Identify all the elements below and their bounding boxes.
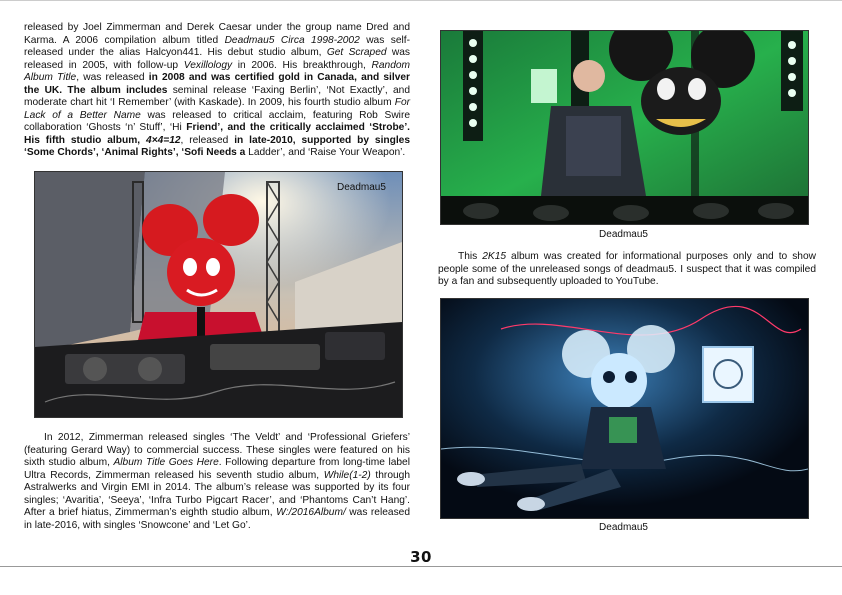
left-column-lower bbox=[24, 432, 410, 532]
text-run: , was released bbox=[76, 72, 149, 83]
text-run: Friend’, and the critically acclaimed ‘Strobe’. His fifth studio album, bbox=[24, 122, 410, 146]
paragraph-1 bbox=[24, 22, 410, 160]
text-run: was released to critical acclaim, featuring Rob Swire collaboration ‘Ghosts ‘n’ Stuff’, ‘Hi bbox=[24, 109, 410, 133]
text-run: was released in 2005, with follow-up bbox=[24, 47, 410, 71]
page-top-edge bbox=[0, 0, 842, 1]
text-run: W:/2016Album/ bbox=[276, 507, 346, 518]
text-run: through Astralwerks and Virgin EMI in 2014. The album’s release was supported by its four singles; ‘Avaritia’, ‘Seeya’, ‘Infra Turbo Pigcart Racer’, and ‘Phantoms Can’t Hang’. After a brief hiatus, Zimmerman’s eighth studio album, bbox=[24, 469, 410, 518]
text-run: was self-released under the alias Halcyon441. His debut studio album, bbox=[24, 34, 410, 58]
caption-2: Deadmau5 bbox=[599, 522, 648, 533]
text-run: in 2008 and was certified gold in Canada, and silver the UK. The album includes bbox=[24, 72, 410, 96]
text-run: released by Joel Zimmerman and Derek Caesar under the group name Dred and Karma. A 2006 compilation album titled bbox=[24, 22, 410, 46]
text-run: Deadmau5 Circa 1998-2002 bbox=[224, 34, 360, 46]
text-run: seminal release ‘Faxing Berlin’, ‘Not Exactly’, and moderate chart hit ‘I Remember’ (with Kaskade). In 2009, his fourth studio album bbox=[24, 84, 410, 108]
text-run: 4×4=12 bbox=[145, 134, 181, 146]
text-run: in 2006. His breakthrough, bbox=[232, 59, 372, 71]
paragraph-3 bbox=[438, 251, 816, 289]
text-run: was released in late-2016, with singles ‘Snowcone’ and ‘Let Go’. bbox=[24, 507, 410, 531]
photo-deadmau5-green-screen bbox=[440, 30, 809, 225]
text-run: Random Album Title bbox=[24, 59, 411, 83]
text-run: Vexillology bbox=[183, 59, 233, 71]
text-run: For Lack of a Better Name bbox=[24, 97, 410, 121]
text-run: While(1-2) bbox=[323, 469, 371, 481]
photo-deadmau5-dj-booth bbox=[34, 171, 403, 418]
text-run: in late-2010, supported by singles ‘Some Chords’, ‘Animal Rights’, ‘Sofi Needs a bbox=[24, 134, 411, 158]
text-run: album was created for informational purposes only and to show people some of the unreleased songs of deadmau5. I suspect that it was compiled by a fan and subsequently uploaded to YouTube. bbox=[438, 251, 816, 287]
text-run: . Following departure from long-time label Ultra Records, Zimmerman released his seventh studio album, bbox=[24, 457, 410, 481]
text-run: Ladder’, and ‘Raise Your Weapon’. bbox=[245, 147, 406, 158]
page-number: 30 bbox=[410, 548, 432, 566]
text-run: Album Title Goes Here bbox=[113, 457, 219, 468]
text-run: In 2012, Zimmerman released singles ‘The Veldt’ and ‘Professional Griefers’ (featuring Gerard Way) to commercial success. These singles were featured on his sixth studio album, bbox=[24, 432, 410, 468]
text-run: This bbox=[458, 251, 483, 262]
caption-1: Deadmau5 bbox=[599, 229, 648, 240]
left-column bbox=[24, 22, 410, 160]
page-bottom-rule bbox=[0, 566, 842, 567]
text-run: Get Scraped bbox=[326, 47, 387, 58]
text-run: 2K15 bbox=[482, 251, 507, 262]
photo-label: Deadmau5 bbox=[337, 182, 386, 193]
right-column-text bbox=[438, 251, 816, 289]
paragraph-2 bbox=[24, 432, 410, 532]
photo-deadmau5-sitting bbox=[440, 298, 809, 519]
text-run: , released bbox=[180, 134, 235, 146]
